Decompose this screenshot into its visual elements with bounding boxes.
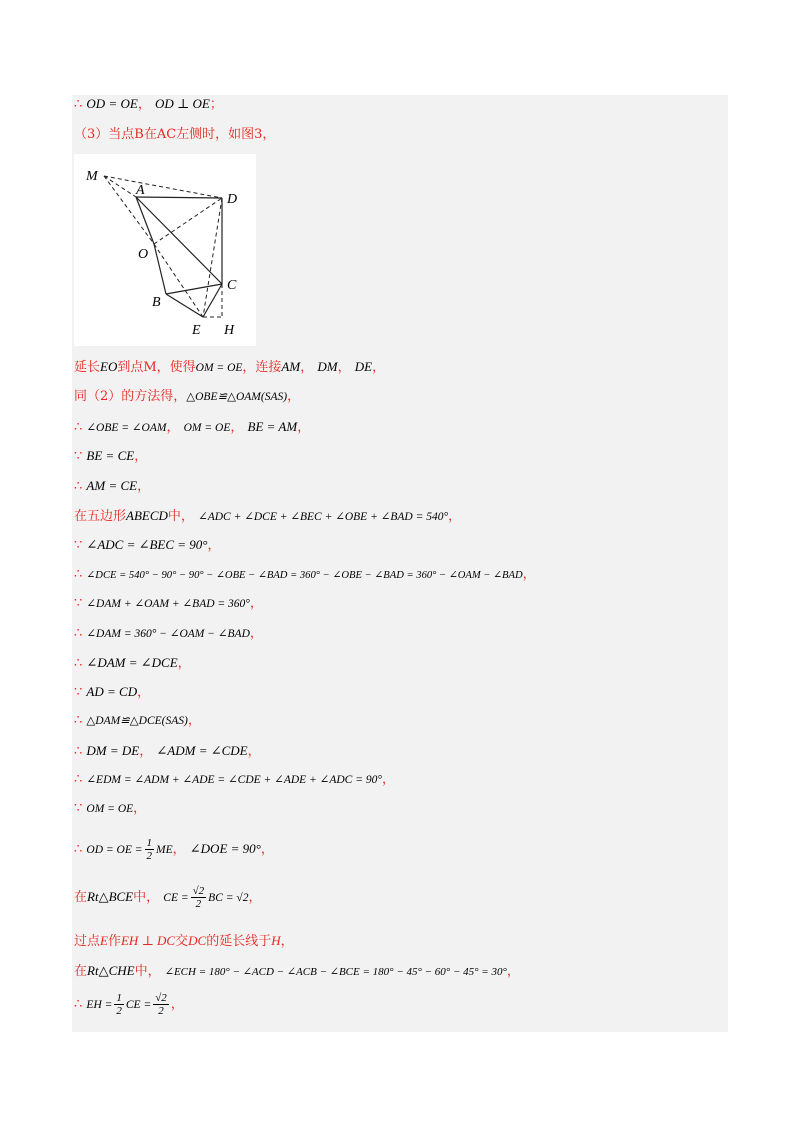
separator: ， xyxy=(249,626,263,641)
label-H: H xyxy=(224,323,235,338)
solution-line xyxy=(74,95,223,114)
solution-line xyxy=(74,595,263,613)
solution-line xyxy=(74,388,300,406)
text: 的延长线于 xyxy=(206,934,272,949)
separator: ， xyxy=(381,772,395,787)
solution-line xyxy=(74,566,536,585)
therefore-symbol: ∴ xyxy=(74,420,83,435)
numerator: 1 xyxy=(116,992,122,1004)
separator: ， xyxy=(166,420,180,435)
math-expression: BE = AM xyxy=(247,419,298,434)
separator: ， xyxy=(187,713,201,728)
solution-line xyxy=(74,932,294,951)
fraction xyxy=(191,885,207,910)
solution-line xyxy=(74,834,274,865)
label-M: M xyxy=(86,169,98,184)
solution-line xyxy=(74,771,395,789)
solution-line xyxy=(74,477,150,496)
because-symbol: ∵ xyxy=(74,801,83,816)
therefore-symbol: ∴ xyxy=(74,97,83,112)
solution-line xyxy=(74,882,261,913)
separator: ， xyxy=(297,420,311,435)
math-expression: ∠DAM + ∠OAM + ∠BAD = 360° xyxy=(86,598,250,610)
text: 中， xyxy=(167,509,194,524)
math-expression: ∠ADC = ∠BEC = 90° xyxy=(86,537,208,552)
separator: ， xyxy=(372,360,386,375)
therefore-symbol: ∴ xyxy=(74,567,83,582)
separator: ， xyxy=(249,596,263,611)
math-expression: ∠OBE = ∠OAM xyxy=(86,422,167,434)
math-expression: ∠DAM = 360° − ∠OAM − ∠BAD xyxy=(86,628,250,640)
therefore-symbol: ∴ xyxy=(74,997,83,1012)
math-expression: ∠ADC + ∠DCE + ∠BEC + ∠OBE + ∠BAD = 540° xyxy=(198,511,449,523)
math-expression: ABECD xyxy=(126,508,168,523)
separator: ， xyxy=(207,538,221,553)
math-expression: AD = CD xyxy=(86,684,138,699)
solution-line xyxy=(74,625,263,643)
text: 到点M，使得 xyxy=(117,360,196,375)
math-expression: ∠DAM = ∠DCE xyxy=(86,655,178,670)
math-expression: DM = DE xyxy=(86,743,140,758)
separator: ， xyxy=(230,420,244,435)
separator: ， xyxy=(172,842,186,857)
math-expression: DC xyxy=(188,933,207,948)
solution-line xyxy=(74,536,221,555)
math-expression: ∠ECH = 180° − ∠ACD − ∠ACB − ∠BCE = 180° − 45° − 60° − 45° = 30° xyxy=(164,966,507,978)
math-expression: AM xyxy=(281,359,301,374)
math-expression: EO xyxy=(100,359,118,374)
math-expression: EH ⊥ DC xyxy=(120,933,176,948)
label-E: E xyxy=(192,323,201,338)
text: 延长 xyxy=(74,360,101,375)
math-expression: ∠ADM = ∠CDE xyxy=(156,743,248,758)
solution-line xyxy=(74,507,461,526)
text: 在 xyxy=(74,890,88,905)
therefore-symbol: ∴ xyxy=(74,656,83,671)
math-expression: BC = √2 xyxy=(208,892,249,904)
separator: ， xyxy=(448,509,462,524)
math-expression: ME xyxy=(156,844,173,856)
separator: ， xyxy=(134,449,148,464)
math-expression: ∠DCE = 540° − 90° − 90° − ∠OBE − ∠BAD = 360° − ∠OBE − ∠BAD = 360° − ∠OAM − ∠BAD xyxy=(86,570,523,581)
solution-line xyxy=(74,742,261,761)
math-expression: H xyxy=(271,933,281,948)
math-expression: BE = CE xyxy=(86,448,135,463)
label-C: C xyxy=(227,278,237,293)
math-expression: OD = OE xyxy=(86,96,138,111)
solution-line xyxy=(74,990,184,1020)
solution-line xyxy=(74,683,150,702)
math-expression: CE = xyxy=(125,999,152,1011)
math-expression: OD = OE = xyxy=(86,844,143,856)
text: 中， xyxy=(134,964,161,979)
separator: ， xyxy=(137,97,151,112)
denominator: 2 xyxy=(116,1005,122,1017)
numerator: 1 xyxy=(146,837,153,849)
text: 中， xyxy=(133,890,160,905)
separator: ， xyxy=(137,685,151,700)
therefore-symbol: ∴ xyxy=(74,626,83,641)
case-heading: （3）当点B在AC左侧时，如图3， xyxy=(74,127,276,142)
text: 在五边形 xyxy=(74,509,127,524)
solution-line xyxy=(74,800,146,818)
label-O: O xyxy=(138,247,149,262)
therefore-symbol: ∴ xyxy=(74,772,83,787)
math-expression: AM = CE xyxy=(86,478,138,493)
solution-line xyxy=(74,962,520,981)
fraction xyxy=(114,992,124,1017)
text: 作 xyxy=(107,934,121,949)
separator: ， xyxy=(247,744,261,759)
separator: ， xyxy=(170,997,184,1012)
math-expression: E xyxy=(100,933,108,948)
denominator: 2 xyxy=(146,850,153,862)
numerator: √2 xyxy=(155,992,167,1004)
separator: ， xyxy=(300,360,314,375)
separator: ， xyxy=(522,567,536,582)
math-expression: OM = OE xyxy=(183,422,231,434)
math-expression: OM = OE xyxy=(86,803,134,815)
because-symbol: ∵ xyxy=(74,685,83,700)
solution-line xyxy=(74,358,385,377)
math-expression: DE xyxy=(354,359,373,374)
separator: ， xyxy=(137,479,151,494)
fraction xyxy=(145,837,155,862)
separator: ； xyxy=(209,97,223,112)
separator: ， xyxy=(287,389,301,404)
therefore-symbol: ∴ xyxy=(74,479,83,494)
fraction xyxy=(153,992,169,1017)
solution-line xyxy=(74,712,201,730)
text: 交 xyxy=(175,934,189,949)
separator: ， xyxy=(337,360,351,375)
math-expression: △DAM≌△DCE(SAS) xyxy=(86,715,188,727)
geometry-figure xyxy=(74,154,256,346)
math-expression: ∠EDM = ∠ADM + ∠ADE = ∠CDE + ∠ADE + ∠ADC = 90° xyxy=(86,774,382,786)
separator: ， xyxy=(133,801,147,816)
therefore-symbol: ∴ xyxy=(74,713,83,728)
solution-line xyxy=(74,447,147,466)
separator: ， xyxy=(139,744,153,759)
label-D: D xyxy=(227,192,238,207)
denominator: 2 xyxy=(158,1005,164,1017)
math-expression: OD ⊥ OE xyxy=(154,96,210,111)
separator: ， xyxy=(177,656,191,671)
math-expression: ∠DOE = 90° xyxy=(189,841,261,856)
figure-3-diagram xyxy=(74,154,256,346)
therefore-symbol: ∴ xyxy=(74,744,83,759)
math-expression: OM = OE xyxy=(195,362,243,374)
denominator: 2 xyxy=(195,898,202,910)
text: 在 xyxy=(74,964,88,979)
separator: ， xyxy=(506,964,520,979)
solution-line xyxy=(74,418,310,437)
math-expression: △OBE≌△OAM(SAS) xyxy=(186,391,288,403)
math-expression: Rt△CHE xyxy=(87,963,135,978)
separator: ， xyxy=(260,842,274,857)
math-expression: EH = xyxy=(86,999,113,1011)
solution-line xyxy=(74,126,275,144)
text: 同（2）的方法得， xyxy=(74,389,187,404)
label-A: A xyxy=(136,183,145,198)
because-symbol: ∵ xyxy=(74,538,83,553)
separator: ， xyxy=(280,934,294,949)
math-expression: CE = xyxy=(163,892,189,904)
label-B: B xyxy=(152,295,161,310)
math-expression: DM xyxy=(317,359,338,374)
math-expression: Rt△BCE xyxy=(87,889,134,904)
numerator: √2 xyxy=(192,885,205,897)
text: ，连接 xyxy=(242,360,282,375)
separator: ， xyxy=(248,890,262,905)
because-symbol: ∵ xyxy=(74,596,83,611)
therefore-symbol: ∴ xyxy=(74,842,83,857)
solution-line xyxy=(74,654,191,673)
text: 过点 xyxy=(74,934,101,949)
because-symbol: ∵ xyxy=(74,449,83,464)
